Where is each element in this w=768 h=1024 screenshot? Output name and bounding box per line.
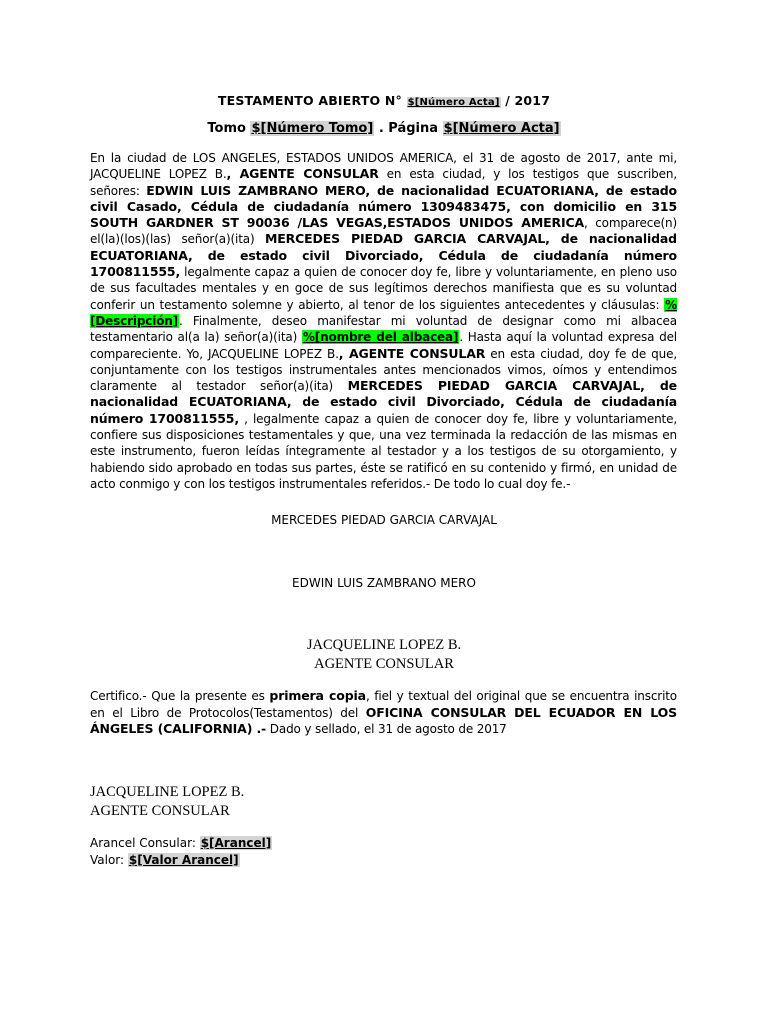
body-text: legalmente capaz a quien de conocer doy fe, libre y voluntariamente, en pleno uso de sus facultades mentales y en goce de sus legítimos derechos manifiesta que es su voluntad conferir un testamento solemne y abierto, al tenor de los siguientes antecedentes y cláusulas: (90, 265, 677, 312)
arancel-line (90, 835, 272, 852)
testador-details: MERCEDES PIEDAD GARCIA CARVAJAL, de nacionalidad ECUATORIANA, de estado civil Divorciado, Cédula de ciudadanía número 1700811555, (90, 378, 677, 426)
body-text: , legalmente capaz a quien de conocer doy fe, libre y voluntariamente, confiere sus disposiciones testamentales y que, una vez terminada la redacción de las mismas en este instrumento, fueron leídas íntegramente al testador y a los testigos de su otorgamiento, y habiendo sido aprobado en todas sus partes, éste se ratificó en su contenido y firmó, en unidad de acto conmigo y con los testigos instrumentales referidos.- De todo lo cual doy fe.- (90, 411, 677, 491)
valor-label: Valor: (90, 852, 128, 867)
document-title (0, 93, 768, 108)
title-text: TESTAMENTO ABIERTO N° (217, 93, 407, 108)
cert-office: OFICINA CONSULAR DEL ECUADOR EN LOS ÁNGELES (CALIFORNIA) .- (90, 704, 677, 736)
body-text: . Hasta aquí la voluntad expresa del compareciente. Yo, JACQUELINE LOPEZ B. (90, 330, 677, 361)
title-year: / 2017 (500, 93, 551, 108)
body-text: En la ciudad de LOS ANGELES, ESTADOS UNIDOS AMERICA, el 31 de agosto de 2017, ante mi, JACQUELINE LOPEZ B. (90, 151, 677, 182)
cert-text: , fiel y textual del original que se encuentra inscrito en el Libro de Protocolos(Testamentos) del (90, 689, 677, 720)
certificate-paragraph (90, 688, 677, 738)
numero-pagina-placeholder[interactable]: $[Número Acta] (443, 121, 560, 136)
cert-text: Dado y sellado, el 31 de agosto de 2017 (266, 722, 507, 736)
body-text: en esta ciudad, y los testigos que suscriben, señores: (90, 167, 677, 198)
valor-arancel-placeholder[interactable]: $[Valor Arancel] (128, 852, 239, 867)
signature-testador: MERCEDES PIEDAD GARCIA CARVAJAL (271, 513, 497, 527)
tomo-pagina-line (0, 121, 768, 136)
body-bold: , AGENTE CONSULAR (338, 345, 486, 361)
cert-bold: primera copia (269, 688, 366, 703)
testigo-details: EDWIN LUIS ZAMBRANO MERO, de nacionalidad ECUATORIANA, de estado civil Casado, Cédula de ciudadanía número 1309483475, con domicilio en 315 SOUTH GARDNER ST 90036 /LAS VEGAS,ESTADOS UNIDOS AMERICA (90, 182, 677, 231)
body-bold: , AGENTE CONSULAR (226, 166, 379, 182)
signature-testigo: EDWIN LUIS ZAMBRANO MERO (292, 576, 476, 590)
testament-body (90, 150, 677, 492)
tomo-label: Tomo (207, 121, 251, 136)
arancel-placeholder[interactable]: $[Arancel] (200, 836, 272, 850)
signature-agente (0, 636, 768, 674)
agente-name: JACQUELINE LOPEZ B. (306, 637, 462, 653)
descripcion-placeholder[interactable]: %[Descripción] (90, 297, 677, 328)
numero-tomo-placeholder[interactable]: $[Número Tomo] (251, 121, 374, 136)
albacea-placeholder[interactable]: %[nombre del albacea] (302, 330, 459, 345)
fees-block (90, 835, 272, 868)
arancel-label: Arancel Consular: (90, 836, 200, 850)
valor-line (90, 852, 272, 869)
numero-acta-placeholder[interactable]: $[Número Acta] (407, 97, 500, 108)
body-text: en esta ciudad, doy fe de que, conjuntamente con los testigos instrumentales antes mencionados vimos, oímos y entendimos claramente al testador señor(a)(ita) (90, 346, 677, 394)
closing-agente-name: JACQUELINE LOPEZ B. (90, 784, 245, 800)
testador-details: MERCEDES PIEDAD GARCIA CARVAJAL, de nacionalidad ECUATORIANA, de estado civil Divorciado, Cédula de ciudadanía número 1700811555, (90, 231, 677, 280)
closing-agente-title: AGENTE CONSULAR (90, 803, 230, 819)
pagina-label: . Página (374, 121, 443, 136)
closing-signature (90, 783, 244, 821)
body-text: , comparece(n) el(la)(los)(las) señor(a)(ita) (90, 216, 677, 247)
cert-text: Certifico.- Que la presente es (90, 689, 270, 703)
agente-title: AGENTE CONSULAR (314, 656, 454, 672)
body-text: . Finalmente, deseo manifestar mi voluntad de designar como mi albacea testamentario al(a la) señor(a)(ita) (90, 313, 677, 345)
